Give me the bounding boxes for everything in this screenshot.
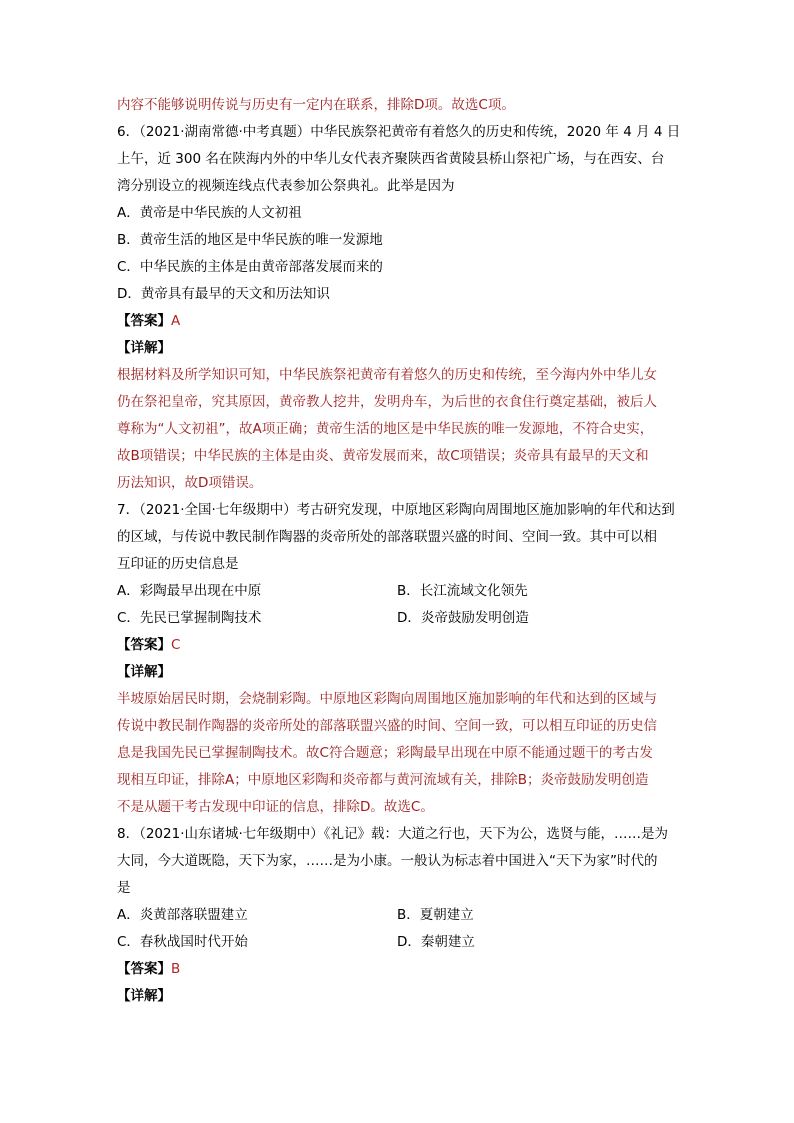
question-7-stem-line-1: 7．（2021·全国·七年级期中）考古研究发现，中原地区彩陶向周围地区施加影响的年代和达到: [117, 502, 675, 518]
question-6-option-d: D．黄帝具有最早的天文和历法知识: [117, 286, 330, 302]
question-7-options-row-1: [117, 578, 682, 605]
question-6-option-b: B．黄帝生活的地区是中华民族的唯一发源地: [117, 232, 383, 248]
question-7-options-row-2: [117, 605, 682, 632]
question-6-stem-line-3: 湾分别设立的视频连线点代表参加公祭典礼。此举是因为: [117, 178, 455, 194]
question-8-answer: [117, 956, 682, 983]
question-6-explanation-line-2: 仍在祭祀皇帝，究其原因，黄帝教人挖井，发明舟车，为后世的衣食住行奠定基础，被后人: [117, 394, 657, 410]
intro-explanation-line: 内容不能够说明传说与历史有一定内在联系，排除D项。故选C项。: [117, 97, 515, 113]
question-6-stem-line-2: 上午，近 300 名在陕海内外的中华儿女代表齐聚陕西省黄陵县桥山祭祀广场，与在西安、台: [117, 151, 665, 167]
question-6-answer: [117, 308, 682, 335]
question-6-explanation-line-1: 根据材料及所学知识可知，中华民族祭祀黄帝有着悠久的历史和传统，至今海内外中华儿女: [117, 367, 657, 383]
question-7-explanation-line-1: 半坡原始居民时期，会烧制彩陶。中原地区彩陶向周围地区施加影响的年代和达到的区域与: [117, 691, 657, 707]
question-6-explanation-line-3: 尊称为“人文初祖”，故A项正确；黄帝生活的地区是中华民族的唯一发源地，不符合史实，: [117, 421, 654, 437]
question-7-explanation-line-4: 现相互印证，排除A；中原地区彩陶和炎帝都与黄河流域有关，排除B；炎帝鼓励发明创造: [117, 772, 649, 788]
question-7-stem-line-2: 的区域，与传说中教民制作陶器的炎帝所处的部落联盟兴盛的时间、空间一致。其中可以相: [117, 529, 657, 545]
question-6-option-c: C．中华民族的主体是由黄帝部落发展而来的: [117, 259, 383, 275]
question-7-option-a: A．彩陶最早出现在中原: [117, 583, 262, 599]
answer-value: C: [171, 637, 181, 653]
question-7-explanation-line-2: 传说中教民制作陶器的炎帝所处的部落联盟兴盛的时间、空间一致，可以相互印证的历史信: [117, 718, 657, 734]
question-6-explanation-line-5: 历法知识，故D项错误。: [117, 475, 263, 491]
answer-label: 【答案】: [117, 313, 171, 329]
question-6-option-a: A．黄帝是中华民族的人文初祖: [117, 205, 302, 221]
question-7-answer: [117, 632, 682, 659]
question-8-options-row-1: [117, 902, 682, 929]
question-7-option-d: D．炎帝鼓励发明创造: [397, 610, 529, 626]
answer-value: B: [171, 961, 181, 977]
question-8-option-a: A．炎黄部落联盟建立: [117, 907, 248, 923]
answer-label: 【答案】: [117, 637, 171, 653]
question-8-stem-line-2: 大同，今大道既隐，天下为家，……是为小康。一般认为标志着中国进入“天下为家”时代的: [117, 853, 658, 869]
question-7-detail-label: 【详解】: [117, 664, 171, 680]
answer-value: A: [171, 313, 181, 329]
question-7-option-b: B．长江流域文化领先: [397, 583, 528, 599]
question-8-option-c: C．春秋战国时代开始: [117, 934, 248, 950]
answer-label: 【答案】: [117, 961, 171, 977]
question-8-option-d: D．秦朝建立: [397, 934, 475, 950]
question-8-options-row-2: [117, 929, 682, 956]
question-8-stem-line-1: 8．（2021·山东诸城·七年级期中）《礼记》载：大道之行也，天下为公，选贤与能，……是为: [117, 826, 669, 842]
question-7-explanation-line-5: 不是从题干考古发现中印证的信息，排除D。故选C。: [117, 799, 434, 815]
question-6: [117, 119, 682, 497]
question-8-stem-line-3: 是: [117, 880, 131, 896]
question-8: [117, 821, 682, 1010]
question-6-stem-line-1: 6．（2021·湖南常德·中考真题）中华民族祭祀黄帝有着悠久的历史和传统，2020 年 4 月 4 日: [117, 124, 681, 140]
question-8-option-b: B．夏朝建立: [397, 907, 474, 923]
question-8-detail-label: 【详解】: [117, 988, 171, 1004]
question-7-stem-line-3: 互印证的历史信息是: [117, 556, 239, 572]
question-7-explanation-line-3: 息是我国先民已掌握制陶技术。故C符合题意；彩陶最早出现在中原不能通过题干的考古发: [117, 745, 653, 761]
question-6-explanation-line-4: 故B项错误；中华民族的主体是由炎、黄帝发展而来，故C项错误；炎帝具有最早的天文和: [117, 448, 649, 464]
question-7-option-c: C．先民已掌握制陶技术: [117, 610, 262, 626]
question-6-detail-label: 【详解】: [117, 340, 171, 356]
question-7: [117, 497, 682, 821]
page-content: [117, 92, 682, 1010]
